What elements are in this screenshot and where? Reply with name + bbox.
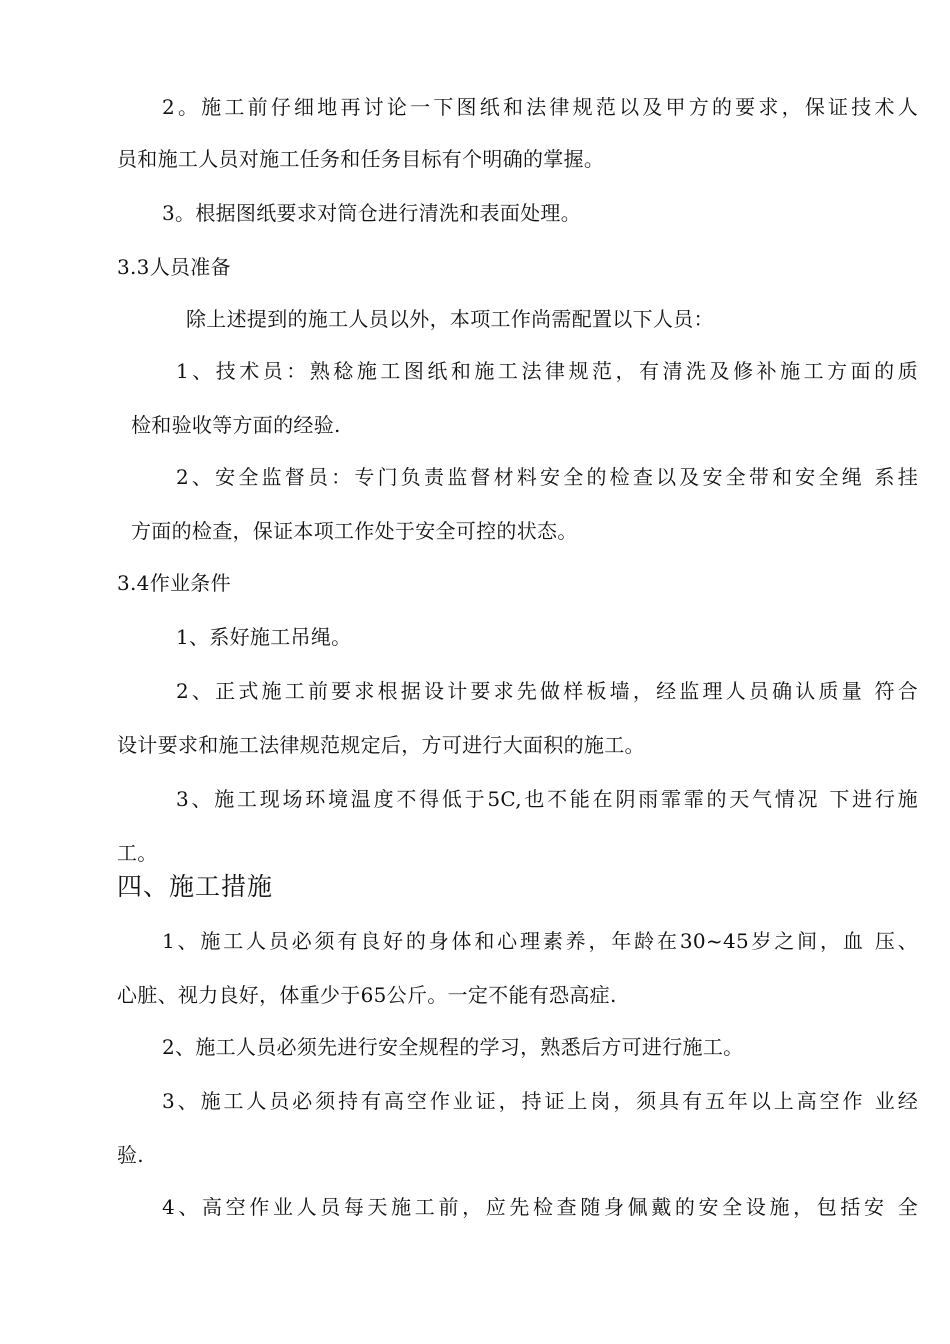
paragraph-line: 除上述提到的施工人员以外，本项工作尚需配置以下人员： [186,307,714,331]
paragraph-line: 心脏、视力良好，体重少于65公斤。一定不能有恐高症. [117,983,617,1007]
paragraph-line: 2。施工前仔细地再讨论一下图纸和法律规范以及甲方的要求，保证技术人 [162,95,918,119]
paragraph-line: 检和验收等方面的经验. [131,413,341,437]
paragraph-line: 3、施工人员必须持有高空作业证，持证上岗，须具有五年以上高空作 业经 [162,1089,918,1113]
paragraph-line: 方面的检查，保证本项工作处于安全可控的状态。 [131,519,578,543]
paragraph-line: 1、系好施工吊绳。 [176,625,352,649]
paragraph-line: 设计要求和施工法律规范规定后，方可进行大面积的施工。 [117,733,645,757]
paragraph-line: 员和施工人员对施工任务和任务目标有个明确的掌握。 [117,147,605,171]
subsection-heading: 3.3人员准备 [117,255,231,279]
paragraph-line: 2、施工人员必须先进行安全规程的学习，熟悉后方可进行施工。 [162,1035,744,1059]
paragraph-line: 验. [117,1143,144,1167]
paragraph-line: 2、正式施工前要求根据设计要求先做样板墙，经监理人员确认质量 符合 [176,679,918,703]
paragraph-line: 1、施工人员必须有良好的身体和心理素养，年龄在30~45岁之间，血 压、 [162,929,918,953]
paragraph-line: 4、高空作业人员每天施工前，应先检查随身佩戴的安全设施，包括安 全 [162,1195,918,1219]
paragraph-line: 3、施工现场环境温度不得低于5C,也不能在阴雨霏霏的天气情况 下进行施 [176,787,918,811]
section-title: 四、施工措施 [117,872,274,901]
paragraph-line: 3。根据图纸要求对筒仓进行清洗和表面处理。 [162,201,582,225]
paragraph-line: 1、技术员：熟稔施工图纸和施工法律规范，有清洗及修补施工方面的质 [176,359,918,383]
paragraph-line: 2、安全监督员：专门负责监督材料安全的检查以及安全带和安全绳 系挂 [176,465,918,489]
paragraph-line: 工。 [117,841,158,865]
subsection-heading: 3.4作业条件 [117,571,231,595]
